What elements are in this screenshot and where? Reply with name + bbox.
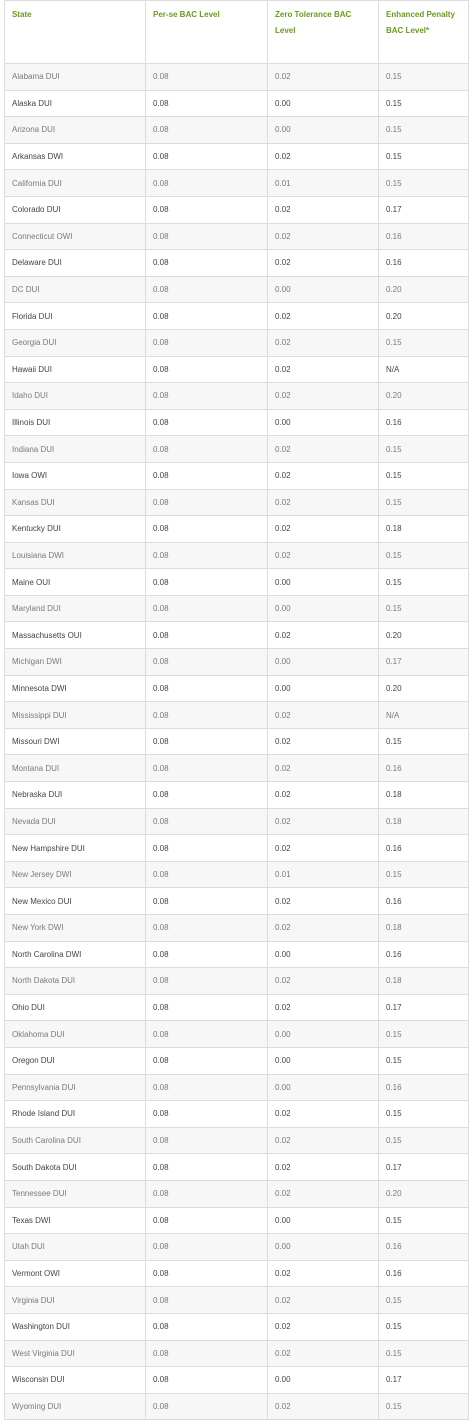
table-row [5,1367,469,1394]
cell-zero-tolerance-bac: 0.02 [268,994,379,1021]
cell-enhanced-penalty-bac: 0.15 [379,117,469,144]
cell-per-se-bac: 0.08 [146,436,268,463]
cell-enhanced-penalty-bac: 0.16 [379,941,469,968]
cell-zero-tolerance-bac: 0.02 [268,1313,379,1340]
cell-per-se-bac: 0.08 [146,303,268,330]
table-row [5,835,469,862]
table-row [5,303,469,330]
cell-state: Maine OUI [5,569,146,596]
cell-state: Minnesota DWI [5,675,146,702]
cell-per-se-bac: 0.08 [146,569,268,596]
cell-state: Michigan DWI [5,649,146,676]
cell-enhanced-penalty-bac: 0.15 [379,1047,469,1074]
cell-enhanced-penalty-bac: 0.20 [379,622,469,649]
cell-enhanced-penalty-bac: 0.15 [379,1340,469,1367]
table-row [5,489,469,516]
cell-per-se-bac: 0.08 [146,835,268,862]
cell-zero-tolerance-bac: 0.02 [268,1101,379,1128]
header-per-se-bac: Per-se BAC Level [146,1,268,64]
cell-state: Kentucky DUI [5,516,146,543]
cell-state: West Virginia DUI [5,1340,146,1367]
cell-state: Colorado DUI [5,196,146,223]
table-row [5,702,469,729]
cell-state: Pennsylvania DUI [5,1074,146,1101]
cell-zero-tolerance-bac: 0.02 [268,143,379,170]
cell-zero-tolerance-bac: 0.02 [268,1260,379,1287]
cell-per-se-bac: 0.08 [146,675,268,702]
cell-per-se-bac: 0.08 [146,90,268,117]
cell-enhanced-penalty-bac: 0.15 [379,1393,469,1420]
cell-zero-tolerance-bac: 0.00 [268,1047,379,1074]
cell-state: Missouri DWI [5,728,146,755]
table-row [5,170,469,197]
table-row [5,383,469,410]
cell-state: Nevada DUI [5,808,146,835]
cell-state: Maryland DUI [5,595,146,622]
table-row [5,90,469,117]
cell-zero-tolerance-bac: 0.00 [268,569,379,596]
cell-per-se-bac: 0.08 [146,1260,268,1287]
cell-per-se-bac: 0.08 [146,383,268,410]
table-row [5,117,469,144]
cell-enhanced-penalty-bac: 0.15 [379,728,469,755]
cell-zero-tolerance-bac: 0.00 [268,595,379,622]
cell-state: South Dakota DUI [5,1154,146,1181]
cell-per-se-bac: 0.08 [146,861,268,888]
cell-zero-tolerance-bac: 0.00 [268,409,379,436]
cell-zero-tolerance-bac: 0.02 [268,1127,379,1154]
table-row [5,1340,469,1367]
cell-enhanced-penalty-bac: 0.15 [379,489,469,516]
cell-enhanced-penalty-bac: 0.20 [379,303,469,330]
cell-zero-tolerance-bac: 0.02 [268,1180,379,1207]
cell-per-se-bac: 0.08 [146,649,268,676]
cell-zero-tolerance-bac: 0.02 [268,303,379,330]
table-row [5,409,469,436]
cell-per-se-bac: 0.08 [146,622,268,649]
cell-zero-tolerance-bac: 0.02 [268,250,379,277]
cell-enhanced-penalty-bac: 0.17 [379,1367,469,1394]
cell-state: Ohio DUI [5,994,146,1021]
cell-state: Texas DWI [5,1207,146,1234]
cell-zero-tolerance-bac: 0.00 [268,941,379,968]
cell-enhanced-penalty-bac: 0.15 [379,861,469,888]
cell-state: Vermont OWI [5,1260,146,1287]
table-row [5,1234,469,1261]
cell-state: Washington DUI [5,1313,146,1340]
cell-zero-tolerance-bac: 0.00 [268,117,379,144]
table-row [5,1313,469,1340]
cell-zero-tolerance-bac: 0.02 [268,622,379,649]
cell-per-se-bac: 0.08 [146,1234,268,1261]
cell-enhanced-penalty-bac: 0.15 [379,1313,469,1340]
cell-state: Iowa OWI [5,462,146,489]
cell-per-se-bac: 0.08 [146,1074,268,1101]
header-row [5,1,469,64]
table-row [5,1127,469,1154]
table-row [5,1260,469,1287]
cell-zero-tolerance-bac: 0.02 [268,1340,379,1367]
cell-enhanced-penalty-bac: 0.18 [379,808,469,835]
cell-enhanced-penalty-bac: 0.15 [379,1207,469,1234]
cell-enhanced-penalty-bac: 0.16 [379,223,469,250]
cell-zero-tolerance-bac: 0.02 [268,968,379,995]
cell-enhanced-penalty-bac: 0.15 [379,436,469,463]
cell-enhanced-penalty-bac: 0.20 [379,1180,469,1207]
cell-enhanced-penalty-bac: 0.20 [379,675,469,702]
table-row [5,542,469,569]
cell-enhanced-penalty-bac: 0.15 [379,542,469,569]
cell-enhanced-penalty-bac: 0.16 [379,250,469,277]
table-row [5,1287,469,1314]
cell-zero-tolerance-bac: 0.02 [268,782,379,809]
cell-enhanced-penalty-bac: 0.16 [379,755,469,782]
cell-zero-tolerance-bac: 0.00 [268,649,379,676]
cell-per-se-bac: 0.08 [146,409,268,436]
cell-enhanced-penalty-bac: 0.16 [379,1234,469,1261]
table-row [5,968,469,995]
table-row [5,64,469,91]
cell-per-se-bac: 0.08 [146,223,268,250]
cell-state: Alabama DUI [5,64,146,91]
cell-state: Mississippi DUI [5,702,146,729]
cell-per-se-bac: 0.08 [146,276,268,303]
cell-zero-tolerance-bac: 0.00 [268,1021,379,1048]
cell-enhanced-penalty-bac: 0.15 [379,1021,469,1048]
cell-state: Virginia DUI [5,1287,146,1314]
table-row [5,436,469,463]
cell-per-se-bac: 0.08 [146,702,268,729]
cell-per-se-bac: 0.08 [146,356,268,383]
cell-zero-tolerance-bac: 0.02 [268,835,379,862]
cell-enhanced-penalty-bac: 0.15 [379,170,469,197]
table-row [5,994,469,1021]
table-row [5,808,469,835]
table-row [5,462,469,489]
cell-state: Delaware DUI [5,250,146,277]
cell-enhanced-penalty-bac: 0.16 [379,1074,469,1101]
table-row [5,223,469,250]
cell-per-se-bac: 0.08 [146,888,268,915]
table-row [5,1207,469,1234]
cell-enhanced-penalty-bac: 0.18 [379,915,469,942]
cell-zero-tolerance-bac: 0.00 [268,1074,379,1101]
cell-state: New Hampshire DUI [5,835,146,862]
cell-enhanced-penalty-bac: 0.18 [379,782,469,809]
cell-state: Tennessee DUI [5,1180,146,1207]
cell-per-se-bac: 0.08 [146,1367,268,1394]
cell-per-se-bac: 0.08 [146,1021,268,1048]
cell-state: DC DUI [5,276,146,303]
table-row [5,329,469,356]
cell-zero-tolerance-bac: 0.00 [268,1234,379,1261]
table-row [5,622,469,649]
cell-enhanced-penalty-bac: 0.16 [379,409,469,436]
cell-enhanced-penalty-bac: 0.15 [379,462,469,489]
cell-state: California DUI [5,170,146,197]
table-row [5,755,469,782]
cell-enhanced-penalty-bac: 0.15 [379,1101,469,1128]
cell-state: Montana DUI [5,755,146,782]
cell-per-se-bac: 0.08 [146,1127,268,1154]
cell-per-se-bac: 0.08 [146,462,268,489]
cell-state: Kansas DUI [5,489,146,516]
table-row [5,1021,469,1048]
cell-zero-tolerance-bac: 0.02 [268,808,379,835]
cell-state: North Dakota DUI [5,968,146,995]
table-row [5,250,469,277]
header-enhanced-penalty-bac: Enhanced Penalty BAC Level* [379,1,469,64]
cell-enhanced-penalty-bac: 0.15 [379,1127,469,1154]
cell-state: South Carolina DUI [5,1127,146,1154]
cell-state: Indiana DUI [5,436,146,463]
cell-enhanced-penalty-bac: N/A [379,356,469,383]
cell-state: Arizona DUI [5,117,146,144]
cell-zero-tolerance-bac: 0.02 [268,64,379,91]
cell-zero-tolerance-bac: 0.02 [268,329,379,356]
cell-per-se-bac: 0.08 [146,755,268,782]
table-row [5,143,469,170]
cell-per-se-bac: 0.08 [146,941,268,968]
table-row [5,861,469,888]
cell-zero-tolerance-bac: 0.01 [268,170,379,197]
cell-per-se-bac: 0.08 [146,1154,268,1181]
cell-zero-tolerance-bac: 0.00 [268,1207,379,1234]
cell-per-se-bac: 0.08 [146,196,268,223]
cell-per-se-bac: 0.08 [146,64,268,91]
cell-enhanced-penalty-bac: 0.17 [379,1154,469,1181]
cell-state: Georgia DUI [5,329,146,356]
table-row [5,675,469,702]
cell-zero-tolerance-bac: 0.00 [268,276,379,303]
table-row [5,728,469,755]
cell-zero-tolerance-bac: 0.02 [268,462,379,489]
cell-enhanced-penalty-bac: 0.17 [379,649,469,676]
cell-per-se-bac: 0.08 [146,250,268,277]
cell-state: Wisconsin DUI [5,1367,146,1394]
cell-per-se-bac: 0.08 [146,808,268,835]
cell-zero-tolerance-bac: 0.02 [268,888,379,915]
table-row [5,782,469,809]
cell-enhanced-penalty-bac: 0.18 [379,968,469,995]
bac-table-container [4,0,468,1420]
cell-zero-tolerance-bac: 0.02 [268,702,379,729]
cell-state: Arkansas DWI [5,143,146,170]
cell-per-se-bac: 0.08 [146,516,268,543]
table-row [5,1180,469,1207]
cell-zero-tolerance-bac: 0.02 [268,223,379,250]
cell-per-se-bac: 0.08 [146,542,268,569]
cell-zero-tolerance-bac: 0.02 [268,436,379,463]
cell-state: New York DWI [5,915,146,942]
cell-state: Oklahoma DUI [5,1021,146,1048]
cell-zero-tolerance-bac: 0.02 [268,516,379,543]
cell-per-se-bac: 0.08 [146,170,268,197]
table-row [5,196,469,223]
cell-state: Connecticut OWI [5,223,146,250]
cell-zero-tolerance-bac: 0.02 [268,489,379,516]
cell-enhanced-penalty-bac: 0.18 [379,516,469,543]
table-row [5,1074,469,1101]
table-row [5,915,469,942]
table-row [5,516,469,543]
cell-enhanced-penalty-bac: 0.15 [379,329,469,356]
cell-enhanced-penalty-bac: 0.15 [379,569,469,596]
table-body [5,64,469,1420]
cell-state: Utah DUI [5,1234,146,1261]
cell-state: Rhode Island DUI [5,1101,146,1128]
cell-enhanced-penalty-bac: 0.15 [379,143,469,170]
cell-state: Nebraska DUI [5,782,146,809]
table-row [5,595,469,622]
cell-zero-tolerance-bac: 0.00 [268,90,379,117]
table-row [5,941,469,968]
cell-state: Illinois DUI [5,409,146,436]
cell-state: Louisiana DWI [5,542,146,569]
cell-per-se-bac: 0.08 [146,1207,268,1234]
cell-zero-tolerance-bac: 0.02 [268,356,379,383]
table-header [5,1,469,64]
cell-per-se-bac: 0.08 [146,1393,268,1420]
cell-per-se-bac: 0.08 [146,1340,268,1367]
cell-zero-tolerance-bac: 0.02 [268,1393,379,1420]
cell-state: Massachusetts OUI [5,622,146,649]
cell-enhanced-penalty-bac: 0.15 [379,90,469,117]
table-row [5,356,469,383]
cell-per-se-bac: 0.08 [146,117,268,144]
cell-per-se-bac: 0.08 [146,595,268,622]
cell-enhanced-penalty-bac: 0.20 [379,383,469,410]
cell-state: North Carolina DWI [5,941,146,968]
cell-enhanced-penalty-bac: 0.15 [379,1287,469,1314]
cell-per-se-bac: 0.08 [146,1047,268,1074]
cell-zero-tolerance-bac: 0.00 [268,675,379,702]
cell-enhanced-penalty-bac: 0.16 [379,1260,469,1287]
table-row [5,888,469,915]
bac-limits-table [4,0,469,1420]
table-row [5,276,469,303]
cell-state: Florida DUI [5,303,146,330]
cell-state: New Jersey DWI [5,861,146,888]
cell-enhanced-penalty-bac: N/A [379,702,469,729]
cell-zero-tolerance-bac: 0.00 [268,1367,379,1394]
cell-state: Alaska DUI [5,90,146,117]
cell-per-se-bac: 0.08 [146,143,268,170]
cell-zero-tolerance-bac: 0.02 [268,542,379,569]
cell-per-se-bac: 0.08 [146,994,268,1021]
cell-zero-tolerance-bac: 0.02 [268,196,379,223]
cell-zero-tolerance-bac: 0.02 [268,383,379,410]
cell-per-se-bac: 0.08 [146,728,268,755]
cell-enhanced-penalty-bac: 0.16 [379,888,469,915]
cell-per-se-bac: 0.08 [146,1101,268,1128]
cell-per-se-bac: 0.08 [146,782,268,809]
header-zero-tolerance-bac: Zero Tolerance BAC Level [268,1,379,64]
table-row [5,1154,469,1181]
cell-enhanced-penalty-bac: 0.15 [379,595,469,622]
cell-zero-tolerance-bac: 0.02 [268,755,379,782]
cell-per-se-bac: 0.08 [146,1180,268,1207]
cell-per-se-bac: 0.08 [146,489,268,516]
cell-state: Wyoming DUI [5,1393,146,1420]
cell-enhanced-penalty-bac: 0.16 [379,835,469,862]
cell-state: Oregon DUI [5,1047,146,1074]
header-state: State [5,1,146,64]
cell-per-se-bac: 0.08 [146,915,268,942]
cell-zero-tolerance-bac: 0.02 [268,728,379,755]
cell-per-se-bac: 0.08 [146,1313,268,1340]
cell-state: New Mexico DUI [5,888,146,915]
cell-zero-tolerance-bac: 0.01 [268,861,379,888]
table-row [5,1393,469,1420]
cell-enhanced-penalty-bac: 0.20 [379,276,469,303]
cell-enhanced-penalty-bac: 0.15 [379,64,469,91]
table-row [5,569,469,596]
cell-zero-tolerance-bac: 0.02 [268,1154,379,1181]
cell-per-se-bac: 0.08 [146,329,268,356]
table-row [5,649,469,676]
cell-per-se-bac: 0.08 [146,1287,268,1314]
cell-zero-tolerance-bac: 0.02 [268,915,379,942]
cell-state: Hawaii DUI [5,356,146,383]
cell-zero-tolerance-bac: 0.02 [268,1287,379,1314]
table-row [5,1047,469,1074]
cell-state: Idaho DUI [5,383,146,410]
cell-enhanced-penalty-bac: 0.17 [379,994,469,1021]
table-row [5,1101,469,1128]
cell-enhanced-penalty-bac: 0.17 [379,196,469,223]
cell-per-se-bac: 0.08 [146,968,268,995]
